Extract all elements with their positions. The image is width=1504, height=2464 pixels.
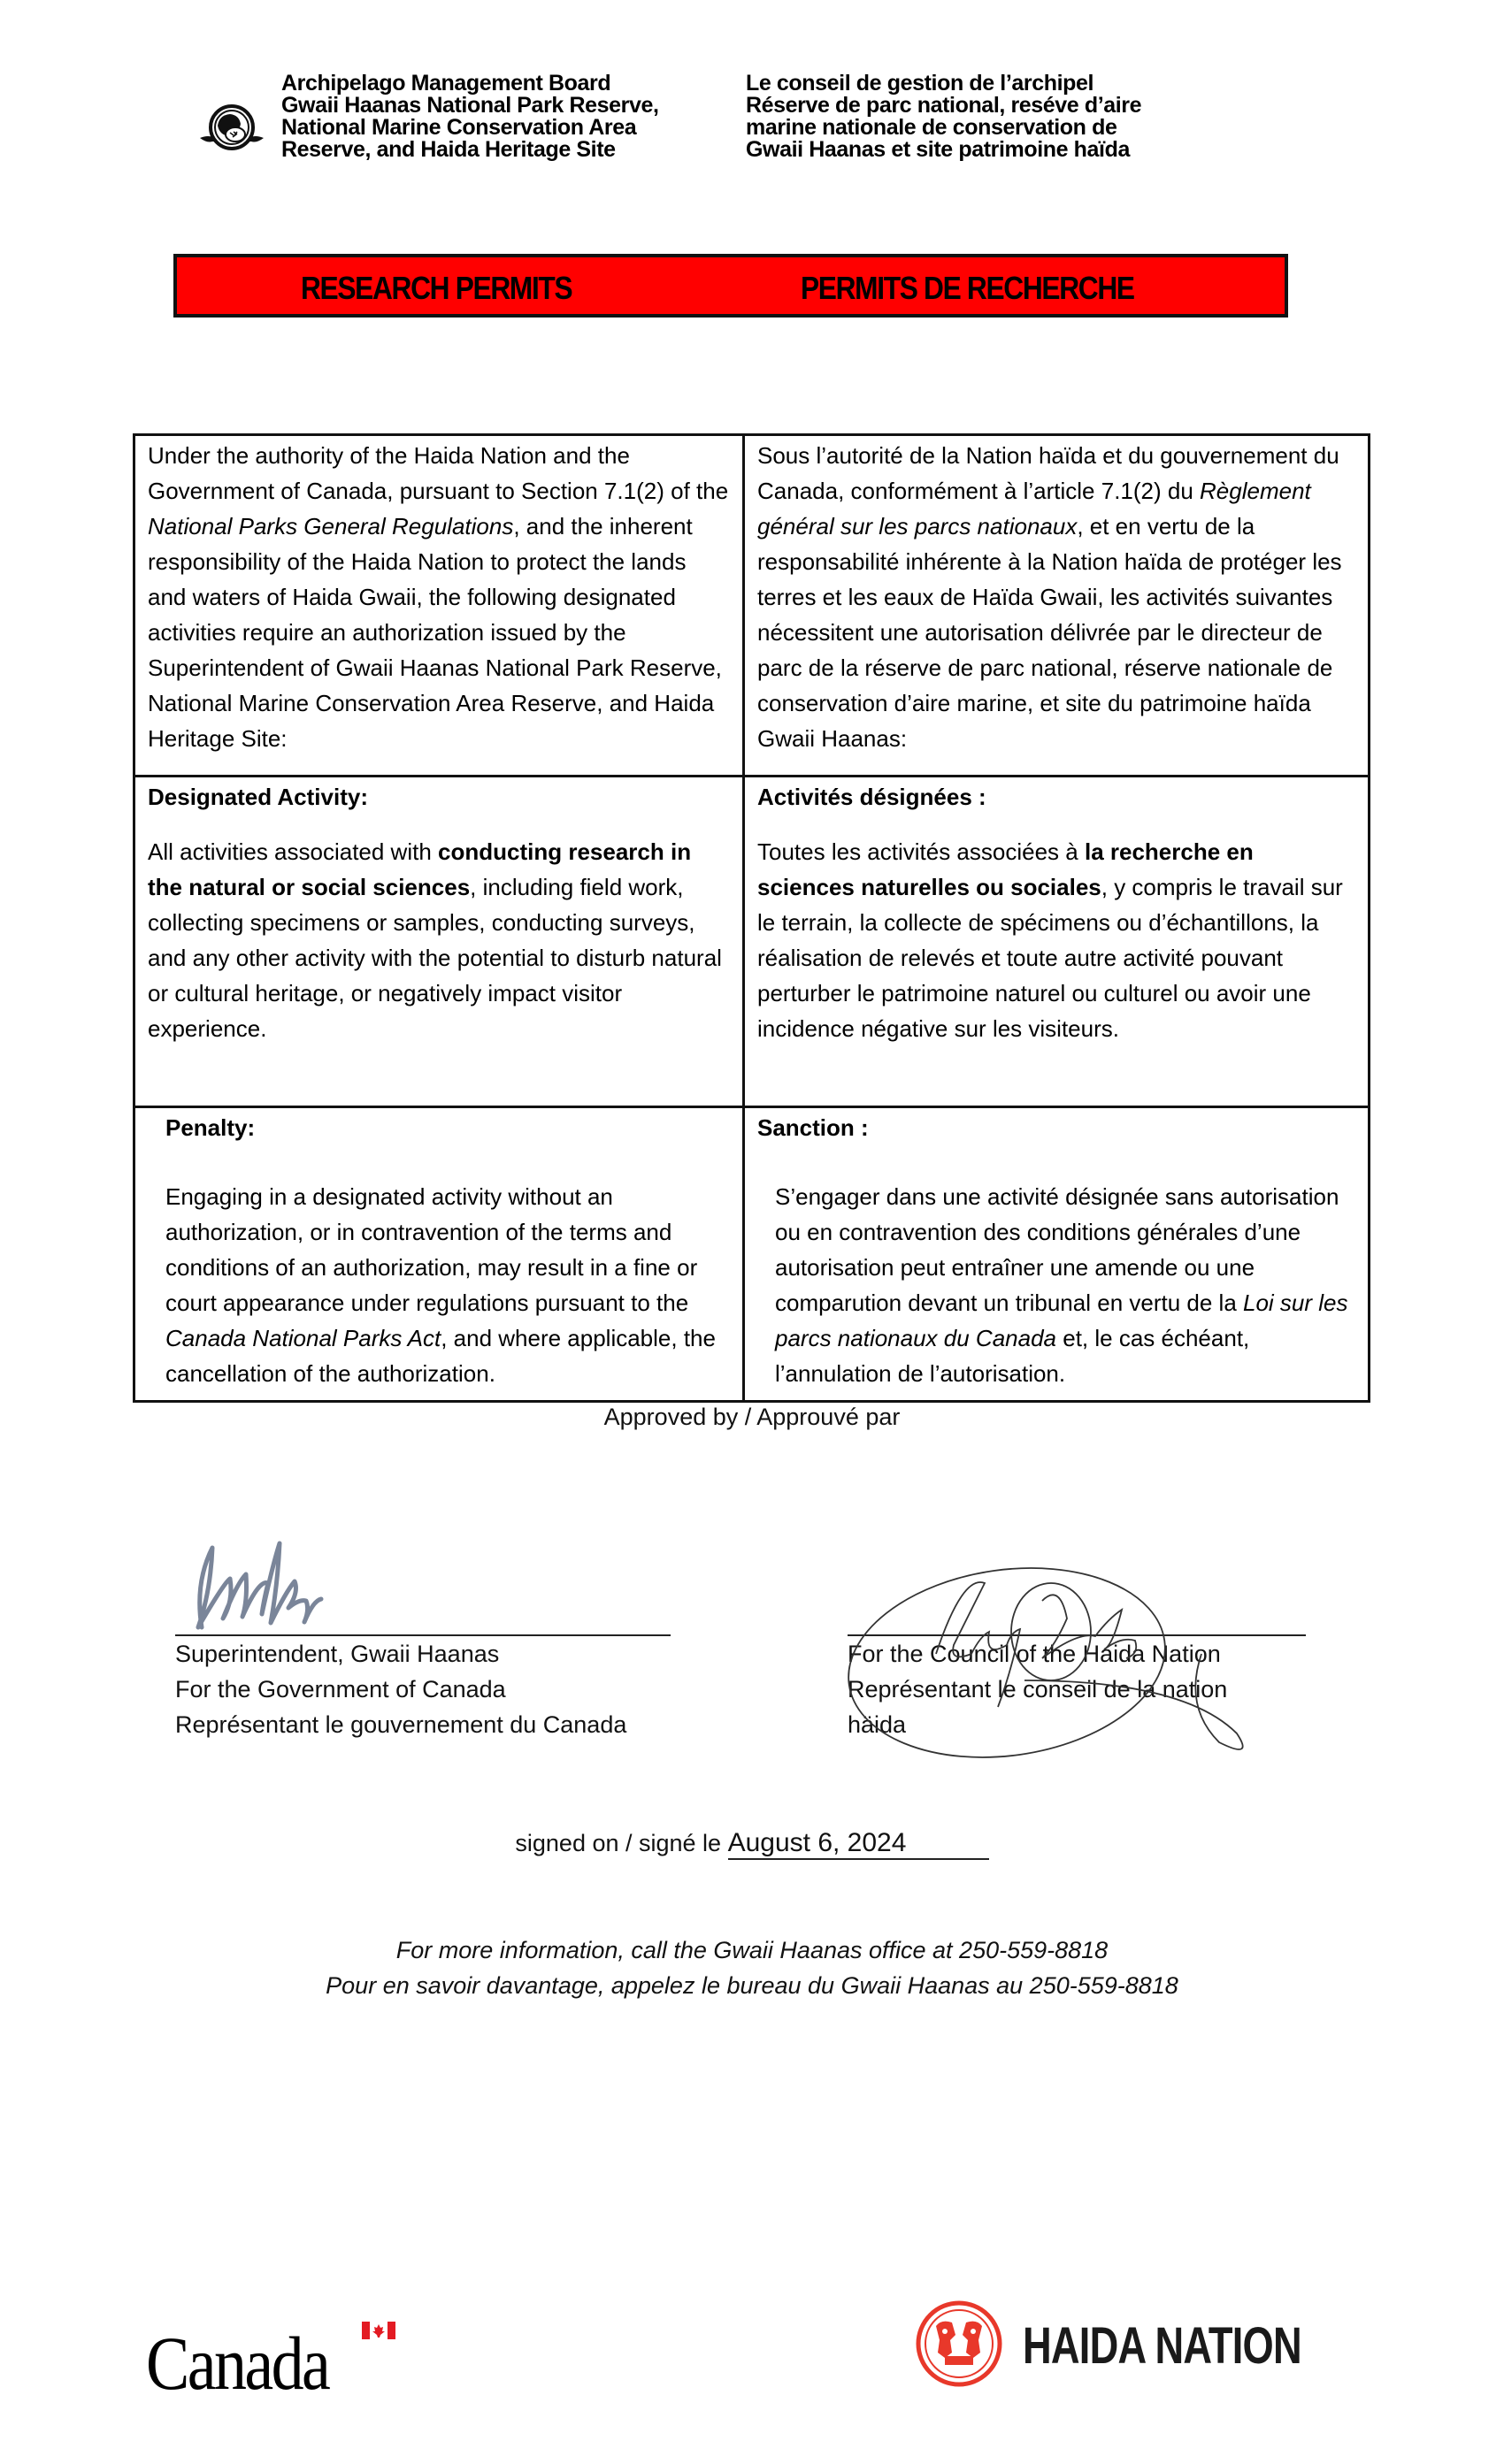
signatory-line: For the Government of Canada	[175, 1676, 506, 1703]
signatory-line: For the Council of the Haida Nation	[848, 1641, 1221, 1667]
signature-council-icon	[830, 1548, 1396, 1760]
table-row-penalty	[134, 1107, 1370, 1402]
contact-info	[0, 1932, 1504, 2003]
table-row-designated-activity	[134, 777, 1370, 1107]
designated-activity-cell-en	[134, 777, 744, 1107]
penalty-cell-en	[134, 1107, 744, 1402]
header-line: Archipelago Management Board	[281, 71, 611, 96]
signatory-line: Représentant le gouvernement du Canada	[175, 1711, 627, 1738]
header-line: Gwaii Haanas et site patrimoine haïda	[746, 137, 1130, 162]
penalty-text-en: Engaging in a designated activity without an authorization, or in contravention of the terms and conditions of an authorization, may result in a fine or court appearance under regulations pursuant to the Canada National Parks Act, and where applicable, the cancellation of the authorization.	[165, 1183, 716, 1387]
authority-text-en: Under the authority of the Haida Nation and the Government of Canada, pursuant to Section 7.1(2) of the National Parks General Regulations, and the inherent responsibility of the Haida Nation to protect the lands and waters of Haida Gwaii, the following designated activities require an authorization issued by the Superintendent of Gwaii Haanas National Park Reserve, National Marine Conservation Area Reserve, and Haida Heritage Site:	[148, 442, 729, 752]
header-line: Le conseil de gestion de l’archipel	[746, 71, 1094, 96]
board-header	[193, 73, 1255, 170]
signatory-line: Représentant le conseil de la nation	[848, 1676, 1228, 1703]
authority-text-fr: Sous l’autorité de la Nation haïda et du gouvernement du Canada, conformément à l’article 7.1(2) du Règlement général sur les parcs nationaux, et en vertu de la responsabilité inhérente à la Nation haïda de protéger les terres et les eaux de Haïda Gwaii, les activités suivantes nécessitent une autorisation délivrée par le directeur de parc de la réserve de parc national, réserve nationale de conservation d’aire marine, et site du patrimoine haïda Gwaii Haanas:	[757, 442, 1342, 752]
header-line: National Marine Conservation Area	[281, 115, 637, 140]
header-line: Réserve de parc national, reséve d’aire	[746, 93, 1142, 118]
signatory-line: Superintendent, Gwaii Haanas	[175, 1641, 500, 1667]
signature-area-left	[175, 1530, 688, 1636]
approved-by-label: Approved by / Approuvé par	[603, 1404, 901, 1430]
canada-flag-icon	[362, 2322, 395, 2339]
header-english	[281, 73, 659, 161]
permit-table	[133, 433, 1370, 1403]
canada-wordmark-logo	[146, 2321, 394, 2406]
designated-activity-heading-fr: Activités désignées :	[757, 784, 986, 810]
title-banner	[173, 254, 1288, 318]
signed-on-label: signed on / signé le	[515, 1830, 722, 1856]
designated-activity-cell-fr	[744, 777, 1370, 1107]
authority-cell-fr	[744, 435, 1370, 777]
authority-cell-en	[134, 435, 744, 777]
header-french	[746, 73, 1141, 161]
signed-on-row	[0, 1825, 1504, 1861]
signatory-line: häida	[848, 1711, 907, 1738]
signatory-haida-nation	[848, 1530, 1378, 1742]
designated-activity-text-en: All activities associated with conducting research in the natural or social sciences, including field work, collecting specimens or samples, conducting surveys, and any other activity with the potential to disturb natural or cultural heritage, or negatively impact visitor experience.	[148, 838, 722, 1042]
contact-info-fr: Pour en savoir davantage, appelez le bureau du Gwaii Haanas au 250-559-8818	[326, 1972, 1178, 1999]
header-line: marine nationale de conservation de	[746, 115, 1117, 140]
designated-activity-heading-en: Designated Activity:	[148, 784, 368, 810]
signatory-government	[175, 1530, 688, 1742]
header-line: Reserve, and Haida Heritage Site	[281, 137, 616, 162]
penalty-text-fr: S’engager dans une activité désignée sans autorisation ou en contravention des conditions générales d’une autorisation peut entraîner une amende ou une comparution devant un tribunal en vertu de la Loi sur les parcs nationaux du Canada et, le cas échéant, l’annulation de l’autorisation.	[775, 1183, 1348, 1387]
penalty-cell-fr	[744, 1107, 1370, 1402]
banner-title-en: RESEARCH PERMITS	[301, 270, 572, 306]
signed-date-field[interactable]: August 6, 2024	[728, 1828, 989, 1860]
canada-wordmark-text: Canada	[146, 2321, 329, 2406]
signature-line	[175, 1634, 671, 1636]
signature-superintendent-icon	[175, 1530, 441, 1641]
designated-activity-text-fr: Toutes les activités associées à la recherche en sciences naturelles ou sociales, y compris le travail sur le terrain, la collecte de spécimens ou d’échantillons, la réalisation de relevés et toute autre activité pouvant perturber le patrimoine naturel ou culturel ou avoir une incidence négative sur les visiteurs.	[757, 838, 1343, 1042]
haida-nation-logo	[915, 2299, 1357, 2397]
penalty-heading-en: Penalty:	[165, 1114, 256, 1141]
banner-title-fr: PERMITS DE RECHERCHE	[801, 270, 1134, 306]
penalty-heading-fr: Sanction :	[757, 1114, 869, 1141]
header-line: Gwaii Haanas National Park Reserve,	[281, 93, 659, 118]
haida-nation-text: HAIDA NATION	[1023, 2317, 1301, 2375]
haida-nation-seal-icon	[915, 2299, 1003, 2388]
parks-canada-beaver-icon	[196, 99, 267, 156]
table-row-authority	[134, 435, 1370, 777]
contact-info-en: For more information, call the Gwaii Haanas office at 250-559-8818	[395, 1937, 1109, 1963]
